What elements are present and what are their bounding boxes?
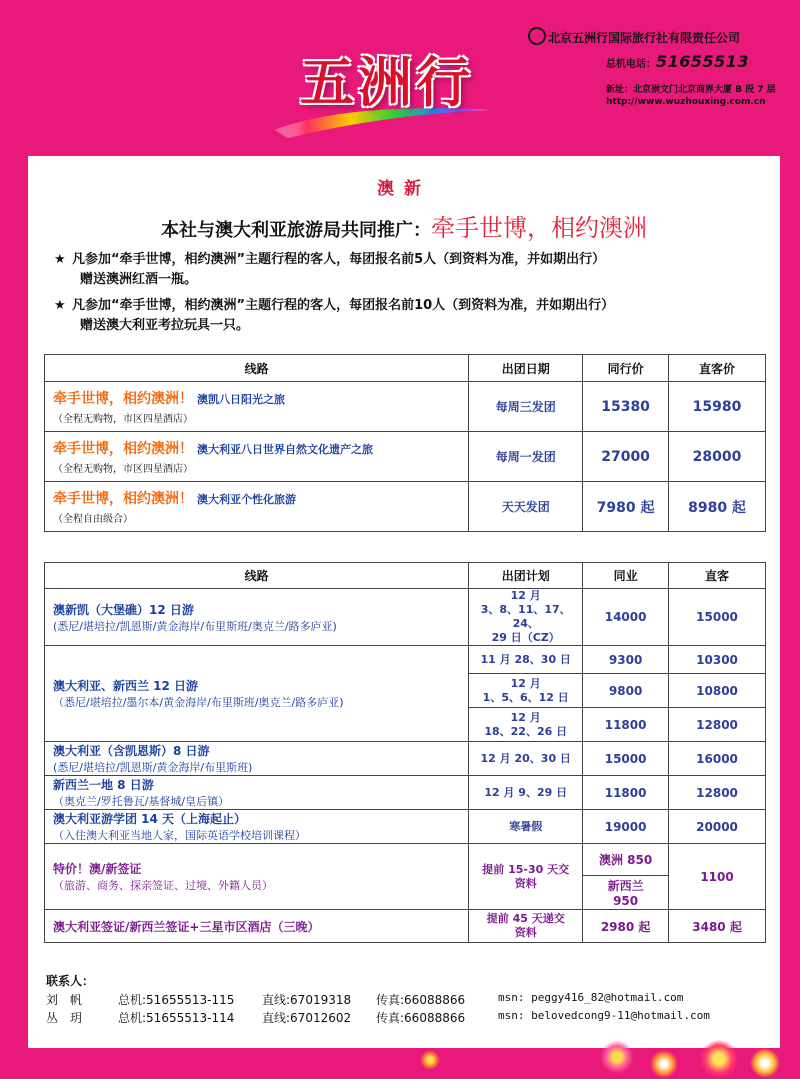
route-name: 特价！澳/新签证	[53, 862, 142, 876]
header-peer-price: 同行价	[583, 355, 669, 382]
contact-msn[interactable]: msn: belovedcong9-11@hotmail.com	[498, 1009, 710, 1022]
firework-decoration	[700, 1040, 738, 1078]
contact-name: 刘 帆	[46, 993, 83, 1007]
route-cell	[45, 589, 469, 646]
plan-line: 资料	[514, 876, 537, 890]
contacts	[46, 972, 766, 1027]
direct-price: 12800	[669, 776, 766, 810]
header-plan: 出团计划	[469, 563, 583, 589]
route-stops: （奥克兰/罗托鲁瓦/基督城/皇后镇）	[53, 795, 230, 808]
company-name-text: 北京五洲行国际旅行社有限责任公司	[548, 31, 741, 45]
contact-name: 丛 玥	[46, 1011, 83, 1025]
departure-date: 天天发团	[469, 482, 583, 532]
logo-text: 五洲行	[300, 50, 474, 114]
route-cell	[45, 742, 469, 776]
table-row	[45, 589, 766, 646]
route-note: （全程自由级合）	[53, 514, 133, 525]
firework-decoration	[750, 1048, 780, 1078]
plan-line: 18、22、26 日	[484, 724, 568, 738]
promotion-item	[54, 250, 774, 290]
hotline-label: 总机电话：	[606, 59, 656, 70]
header-route: 线路	[45, 355, 469, 382]
header-direct-price: 直客价	[669, 355, 766, 382]
hotline	[606, 52, 749, 71]
header-date: 出团日期	[469, 355, 583, 382]
plan-line: 29 日（CZ）	[491, 631, 560, 644]
route-name: 澳大利亚、新西兰 12 日游	[53, 679, 199, 693]
plan-line: 提前 45 天递交	[486, 912, 565, 925]
contact-fax: 传真:66088866	[376, 1011, 466, 1025]
header-banner	[0, 0, 800, 150]
plan-line: 12 月	[510, 710, 541, 724]
header-route: 线路	[45, 563, 469, 589]
table-row	[45, 844, 766, 876]
contact-main-line: 总机:51655513-115	[118, 993, 235, 1007]
plan-line: 1、5、6、12 日	[482, 690, 569, 704]
peer-price: 澳洲 850	[583, 844, 669, 876]
peer-price: 2980 起	[583, 910, 669, 943]
contact-direct-line: 直线:67012602	[262, 1011, 352, 1025]
route-stops: (悉尼/堪培拉/凯恩斯/黄金海岸/布里斯班/奥克兰/路多庐亚)	[53, 619, 337, 633]
promotion-text: 凡参加“牵手世博，相约澳洲”主题行程的客人，每团报名前5人（到资料为准，并如期出行）	[72, 252, 606, 267]
plan-line: 资料	[514, 926, 537, 939]
table-row	[45, 810, 766, 844]
headline	[28, 208, 780, 243]
firework-decoration	[650, 1050, 678, 1078]
star-icon: ★	[54, 252, 66, 267]
route-name: 澳大利亚个性化旅游	[197, 493, 296, 506]
route-stops: （入住澳大利亚当地人家，国际英语学校培训课程）	[53, 829, 306, 842]
route-cell	[45, 844, 469, 910]
route-note: （全程无购物，市区四星酒店）	[53, 414, 193, 425]
direct-price: 15980	[669, 382, 766, 432]
route-stops: (悉尼/堪培拉/凯恩斯/黄金海岸/布里斯班)	[53, 761, 253, 774]
direct-price: 10300	[669, 646, 766, 674]
table-header-row	[45, 563, 766, 589]
peer-price: 9300	[583, 646, 669, 674]
route-name: 澳大利亚签证/新西兰签证+三星市区酒店（三晚）	[53, 919, 320, 934]
table-row	[45, 382, 766, 432]
table-row	[45, 910, 766, 943]
route-cell	[45, 910, 469, 943]
route-slogan: 牵手世博，相约澳洲！	[53, 441, 193, 457]
departure-plan: 寒暑假	[469, 810, 583, 844]
route-name: 澳新凯（大堡礁）12 日游	[53, 602, 194, 617]
table-row	[45, 646, 766, 674]
direct-price: 12800	[669, 708, 766, 742]
direct-price: 3480 起	[669, 910, 766, 943]
expo-tour-table	[44, 354, 766, 532]
peer-price: 9800	[583, 674, 669, 708]
route-cell	[45, 646, 469, 742]
direct-price: 10800	[669, 674, 766, 708]
header-direct: 直客	[669, 563, 766, 589]
route-name: 新西兰一地 8 日游	[53, 778, 154, 792]
route-note: （全程无购物，市区四星酒店）	[53, 464, 193, 475]
route-cell	[45, 432, 469, 482]
route-cell	[45, 382, 469, 432]
plan-line: 12 月	[510, 589, 541, 602]
firework-decoration	[600, 1040, 634, 1074]
contact-row	[46, 1009, 766, 1027]
peer-price: 15380	[583, 382, 669, 432]
headline-slogan: 牵手世博，相约澳洲	[431, 214, 647, 242]
plan-line: 3、8、11、17、24、	[480, 603, 571, 630]
contact-main-line: 总机:51655513-114	[118, 1011, 235, 1025]
contact-msn[interactable]: msn: peggy416_82@hotmail.com	[498, 991, 684, 1004]
headline-prefix: 本社与澳大利亚旅游局共同推广：	[161, 220, 431, 241]
company-name	[528, 27, 790, 46]
hotline-number: 51655513	[656, 52, 750, 71]
content-panel	[28, 156, 780, 1048]
peer-price: 19000	[583, 810, 669, 844]
website-link[interactable]: http://www.wuzhouxing.com.cn	[606, 97, 766, 107]
peer-price: 27000	[583, 432, 669, 482]
logo	[262, 40, 512, 140]
aus-nz-tour-table	[44, 562, 766, 943]
departure-plan	[469, 910, 583, 943]
peer-price: 14000	[583, 589, 669, 646]
departure-date: 每周三发团	[469, 382, 583, 432]
company-logo-icon	[528, 27, 546, 45]
route-name: 澳大利亚游学团 14 天（上海起止）	[53, 812, 247, 826]
address: 新址：北京崇文门北京商界大厦 B 段 7 层	[606, 85, 776, 95]
departure-plan	[469, 844, 583, 910]
promotion-item	[54, 296, 774, 336]
direct-price: 8980 起	[669, 482, 766, 532]
header-peer: 同业	[583, 563, 669, 589]
table-row	[45, 776, 766, 810]
table-row	[45, 742, 766, 776]
direct-price: 20000	[669, 810, 766, 844]
route-slogan: 牵手世博，相约澳洲！	[53, 491, 193, 507]
departure-plan	[469, 589, 583, 646]
route-cell	[45, 482, 469, 532]
direct-price: 1100	[669, 844, 766, 910]
route-name: 澳大利亚（含凯恩斯）8 日游	[53, 744, 210, 758]
table-header-row	[45, 355, 766, 382]
plan-line: 提前 15-30 天交	[482, 862, 570, 876]
route-name: 澳凯八日阳光之旅	[197, 393, 285, 406]
table-row	[45, 432, 766, 482]
peer-price: 11800	[583, 708, 669, 742]
departure-plan	[469, 708, 583, 742]
route-cell	[45, 776, 469, 810]
route-cell	[45, 810, 469, 844]
route-name: 澳大利亚八日世界自然文化遗产之旅	[197, 443, 373, 456]
direct-price: 15000	[669, 589, 766, 646]
peer-price: 11800	[583, 776, 669, 810]
route-slogan: 牵手世博，相约澳洲！	[53, 391, 193, 407]
page-title: 澳新	[377, 179, 431, 199]
contact-row	[46, 991, 766, 1009]
promotion-gift: 赠送澳洲红酒一瓶。	[80, 272, 198, 287]
price-line: 950	[613, 894, 639, 908]
table-row	[45, 482, 766, 532]
departure-plan: 12 月 20、30 日	[469, 742, 583, 776]
price-line: 新西兰	[607, 879, 644, 893]
peer-price: 15000	[583, 742, 669, 776]
contacts-label: 联系人：	[46, 974, 95, 988]
direct-price: 16000	[669, 742, 766, 776]
promotion-text: 凡参加“牵手世博，相约澳洲”主题行程的客人，每团报名前10人（到资料为准，并如期出行）	[72, 298, 615, 313]
departure-plan: 11 月 28、30 日	[469, 646, 583, 674]
route-stops: （悉尼/堪培拉/墨尔本/黄金海岸/布里斯班/奥克兰/路多庐亚)	[53, 696, 344, 709]
departure-date: 每周一发团	[469, 432, 583, 482]
plan-line: 12 月	[510, 676, 541, 690]
direct-price: 28000	[669, 432, 766, 482]
firework-decoration	[420, 1050, 440, 1070]
peer-price: 7980 起	[583, 482, 669, 532]
departure-plan: 12 月 9、29 日	[469, 776, 583, 810]
departure-plan	[469, 674, 583, 708]
route-stops: （旅游、商务、探亲签证、过境、外籍人员）	[53, 879, 273, 892]
promotion-gift: 赠送澳大利亚考拉玩具一只。	[80, 318, 250, 333]
contact-fax: 传真:66088866	[376, 993, 466, 1007]
star-icon: ★	[54, 298, 66, 313]
peer-price	[583, 876, 669, 910]
contact-direct-line: 直线:67019318	[262, 993, 352, 1007]
